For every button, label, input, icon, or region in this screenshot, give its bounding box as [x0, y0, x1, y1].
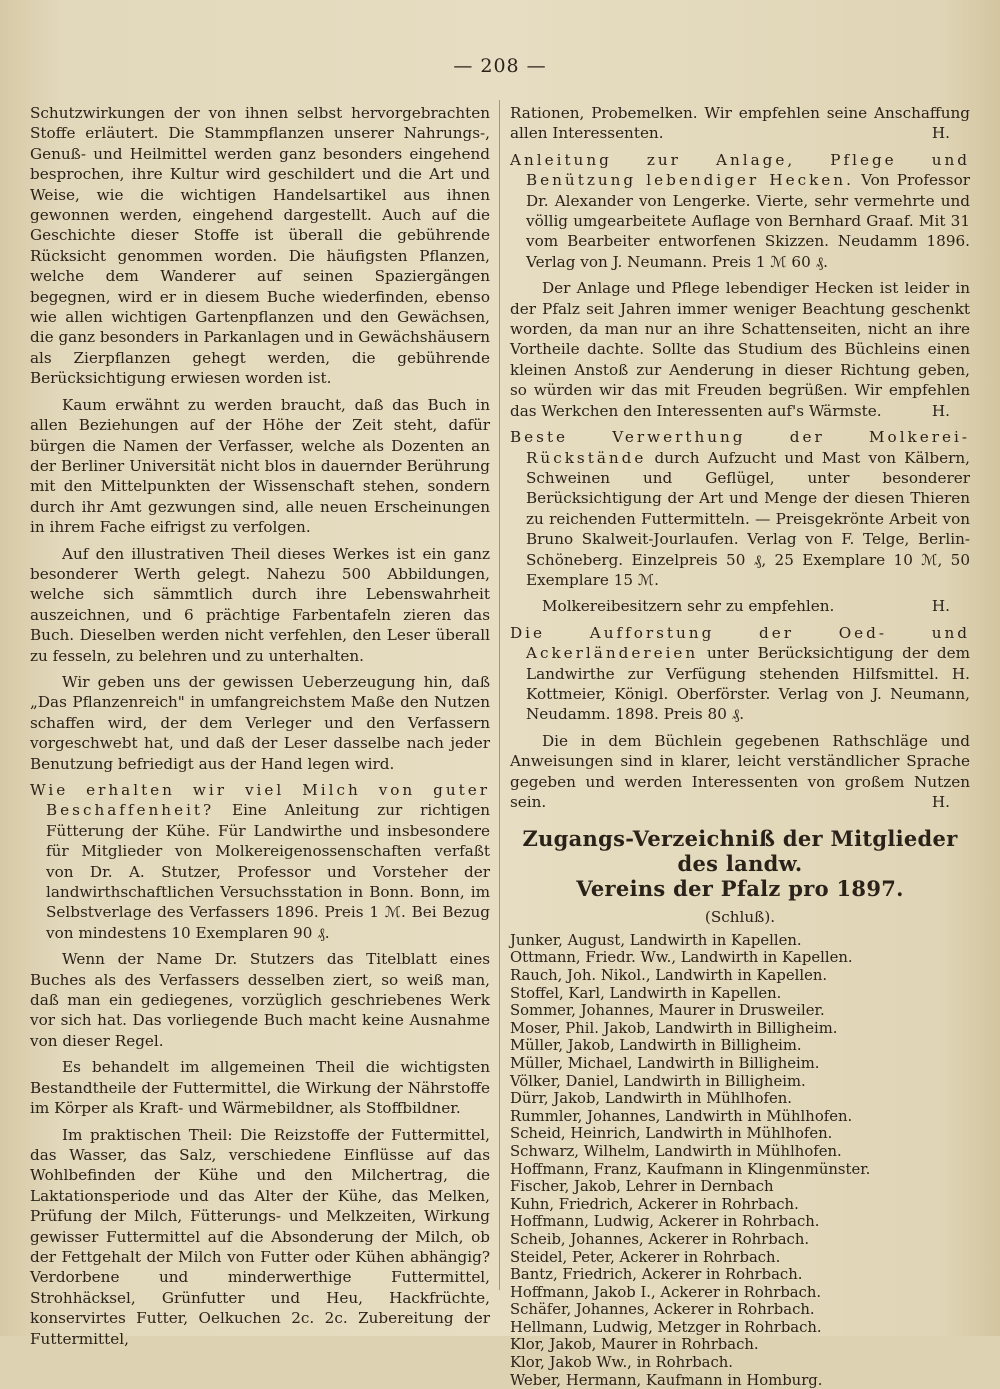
review-milk-book: [30, 780, 490, 943]
left-paragraph-4: Wir geben uns der gewissen Ueberzeugung hin, daß „Das Pflanzenreich" in umfangreichstem Maße den Nutzen schaffen wird, der dem Verleger und den Verfassern vorgeschwebt hat, und daß der Leser dasselbe nach jeder Benutzung befriedigt aus der Hand legen wird.: [30, 672, 490, 773]
member-entry: Hellmann, Ludwig, Metzger in Rohrbach.: [510, 1318, 822, 1336]
signature: H.: [931, 124, 950, 143]
review-dairy-body: durch Aufzucht und Mast von Kälbern, Schweinen und Geflügel, unter besonderer Berücksichtigung der Art und Menge der diesen Thieren zu reichenden Futtermitteln. — Preisgekrönte Arbeit von Bruno Skalweit-Jourlaufen. Verlag von F. Telge, Berlin-Schöneberg. Einzelpreis 50 ₰, 25 Exemplare 10 ℳ, 50 Exemplare 15 ℳ.: [526, 448, 970, 589]
right-paragraph-7-text: Die in dem Büchlein gegebenen Rathschläge und Anweisungen sind in klarer, leicht verständlicher Sprache gegeben und werden Interessenten von großem Nutzen sein.: [510, 731, 970, 811]
left-paragraph-1: Schutzwirkungen der von ihnen selbst hervorgebrachten Stoffe erläutert. Die Stammpflanzen unserer Nahrungs-, Genuß- und Heilmittel werden ganz besonders eingehend besprochen, ihre Kultur wird geschildert und die Art und Weise, wie die wichtigen Handelsartikel aus ihnen gewonnen werden, eingehend dargestellt. Auch auf die Geschichte dieser Stoffe ist überall die gebührende Rücksicht genommen worden. Die häufigsten Pflanzen, welche dem Wanderer auf seinen Spaziergängen begegnen, wird er in diesem Buche wiederfinden, ebenso wie allen wichtigen Gartenpflanzen und den Gewächsen, die ganz besonders in Parkanlagen und in Gewächshäusern als Zierpflanzen gehegt werden, die gebührende Berücksichtigung erwiesen worden ist.: [30, 104, 490, 388]
review-forest-title: Die Aufforstung der Oed- und Ackerländereien: [510, 623, 970, 663]
review-dairy-book: [510, 427, 970, 590]
member-entry: Kuhn, Friedrich, Ackerer in Rohrbach.: [510, 1195, 799, 1213]
member-entry: Müller, Jakob, Landwirth in Billigheim.: [510, 1037, 802, 1055]
signature: H.: [931, 793, 950, 811]
right-paragraph-7: [510, 731, 970, 813]
members-list: [510, 932, 970, 1389]
review-hedges-title: Anleitung zur Anlage, Pflege und Benützung lebendiger Hecken.: [510, 150, 970, 190]
member-entry: Hoffmann, Ludwig, Ackerer in Rohrbach.: [510, 1213, 820, 1231]
review-hedges-body: Von Professor Dr. Alexander von Lengerke. Vierte, sehr vermehrte und völlig umgearbeitete Auflage von Bernhard Graaf. Mit 31 vom Bearbeiter entworfenen Skizzen. Neudamm 1896. Verlag von J. Neumann. Preis 1 ℳ 60 ₰.: [526, 171, 970, 271]
member-entry: Sommer, Johannes, Maurer in Drusweiler.: [510, 1002, 825, 1020]
member-entry: Weber, Hermann, Kaufmann in Homburg.: [510, 1371, 823, 1389]
member-entry: Ottmann, Friedr. Ww., Landwirth in Kapellen.: [510, 949, 853, 967]
right-paragraph-3-text: Der Anlage und Pflege lebendiger Hecken ist leider in der Pfalz seit Jahren immer weniger Beachtung geschenkt worden, da man nur an ihre Schattenseiten, nicht an ihre Vortheile dachte. Sollte das Studium des Büchleins einen kleinen Anstoß zur Aenderung in dieser Richtung geben, so würden wir das mit Freuden begrüßen. Wir empfehlen das Werkchen den Interessenten auf's Wärmste.: [510, 279, 970, 420]
member-entry: Rummler, Johannes, Landwirth in Mühlhofen.: [510, 1107, 853, 1125]
member-entry: Schäfer, Johannes, Ackerer in Rohrbach.: [510, 1301, 815, 1319]
right-paragraph-3: [510, 278, 970, 421]
member-entry: Scheib, Johannes, Ackerer in Rohrbach.: [510, 1230, 810, 1248]
member-entry: Steidel, Peter, Ackerer in Rohrbach.: [510, 1248, 781, 1266]
left-column: [30, 103, 490, 1348]
member-entry: Scheid, Heinrich, Landwirth in Mühlhofen.: [510, 1125, 833, 1143]
signature: H.: [931, 597, 950, 616]
member-entry: Hoffmann, Jakob I., Ackerer in Rohrbach.: [510, 1283, 822, 1301]
members-subheading: (Schluß).: [704, 908, 776, 927]
member-entry: Hoffmann, Franz, Kaufmann in Klingenmünster.: [510, 1160, 871, 1178]
left-paragraph-2: Kaum erwähnt zu werden braucht, daß das Buch in allen Beziehungen auf der Höhe der Zeit steht, dafür bürgen die Namen der Verfasser, welche als Dozenten an der Berliner Universität nicht blos in dauernder Berührung mit den Mittelpunkten der Wissenschaft stehen, sondern durch ihr Amt gezwungen sind, alle neuen Erscheinungen in ihrem Fache eifrigst zu verfolgen.: [30, 395, 490, 537]
member-entry: Fischer, Jakob, Lehrer in Dernbach: [510, 1178, 774, 1196]
review-forest-book: [510, 623, 970, 725]
members-heading-line-2: Vereins der Pfalz pro 1897.: [576, 876, 904, 902]
member-entry: Klor, Jakob Ww., in Rohrbach.: [510, 1354, 734, 1372]
member-entry: Bantz, Friedrich, Ackerer in Rohrbach.: [510, 1266, 803, 1284]
review-dairy-title: Beste Verwerthung der Molkerei-Rückstände: [510, 428, 970, 467]
member-entry: Klor, Jakob, Maurer in Rohrbach.: [510, 1336, 759, 1354]
members-heading: [510, 826, 970, 901]
right-paragraph-5-text: Molkereibesitzern sehr zu empfehlen.: [542, 597, 835, 616]
right-paragraph-1-text: Rationen, Probemelken. Wir empfehlen seine Anschaffung allen Interessenten.: [510, 104, 970, 143]
review-milk-body: Eine Anleitung zur richtigen Fütterung der Kühe. Für Landwirthe und insbesondere für Mitglieder von Molkereigenossenschaften verfaßt von Dr. A. Stutzer, Professor und Vorsteher der landwirthschaftlichen Versuchsstation in Bonn. Bonn, im Selbstverlage des Verfassers 1896. Preis 1 ℳ. Bei Bezug von mindestens 10 Exemplaren 90 ₰.: [46, 801, 490, 942]
right-paragraph-1: [510, 103, 970, 144]
left-paragraph-6: Wenn der Name Dr. Stutzers das Titelblatt eines Buches als des Verfassers desselben ziert, so weiß man, daß man ein gediegenes, vorzüglich geschriebenes Werk vor sich hat. Das vorliegende Buch macht keine Ausnahme von dieser Regel.: [30, 950, 490, 1050]
review-forest-body: unter Berücksichtigung der dem Landwirthe zur Verfügung stehenden Hilfsmittel. H. Kottmeier, Königl. Oberförster. Verlag von J. Neumann, Neudamm. 1898. Preis 80 ₰.: [526, 644, 970, 724]
members-heading-line-1: Zugangs-Verzeichniß der Mitglieder des landw.: [522, 826, 958, 877]
member-entry: Dürr, Jakob, Landwirth in Mühlhofen.: [510, 1090, 792, 1108]
left-paragraph-7: Es behandelt im allgemeinen Theil die wichtigsten Bestandtheile der Futtermittel, die Wirkung der Nährstoffe im Körper als Kraft- und Wärmebildner, als Stoffbildner.: [30, 1058, 490, 1118]
member-entry: Moser, Phil. Jakob, Landwirth in Billigheim.: [510, 1019, 838, 1037]
right-column: [510, 103, 970, 1389]
signature: H.: [931, 401, 950, 420]
left-paragraph-3: Auf den illustrativen Theil dieses Werkes ist ein ganz besonderer Werth gelegt. Nahezu 500 Abbildungen, welche sich sämmtlich durch ihre Lebenswahrheit auszeichnen, und 6 prächtige Farbentafeln zieren das Buch. Dieselben werden nicht verfehlen, den Leser überall zu fesseln, zu belehren und zu unterhalten.: [30, 544, 490, 665]
page-number: — 208 —: [453, 55, 547, 77]
right-paragraph-5: [510, 596, 970, 616]
member-entry: Junker, August, Landwirth in Kapellen.: [510, 931, 802, 949]
review-hedges-book: [510, 150, 970, 272]
member-entry: Müller, Michael, Landwirth in Billigheim.: [510, 1054, 820, 1072]
column-divider: [499, 100, 500, 1290]
review-milk-title: Wie erhalten wir viel Milch von guter Beschaffenheit?: [30, 781, 490, 820]
member-entry: Völker, Daniel, Landwirth in Billigheim.: [510, 1072, 806, 1090]
left-paragraph-8: Im praktischen Theil: Die Reizstoffe der Futtermittel, das Wasser, das Salz, verschiedene Einflüsse auf das Wohlbefinden der Kühe und den Milchertrag, die Laktationsperiode und das Alter der Kühe, das Melken, Prüfung der Milch, Fütterungs- und Melkzeiten, Wirkung gewisser Futtermittel auf die Absonderung der Milch, ob der Fettgehalt der Milch von Futter oder Kühen abhängig? Verdorbene und minderwerthige Futtermittel, Strohhäcksel, Grünfutter und Heu, Hackfrüchte, konservirtes Futter, Oelkuchen 2c. 2c. Zubereitung der Futtermittel,: [30, 1125, 490, 1348]
member-entry: Rauch, Joh. Nikol., Landwirth in Kapellen.: [510, 967, 828, 984]
member-entry: Stoffel, Karl, Landwirth in Kapellen.: [510, 984, 782, 1002]
member-entry: Schwarz, Wilhelm, Landwirth in Mühlhofen.: [510, 1142, 842, 1160]
